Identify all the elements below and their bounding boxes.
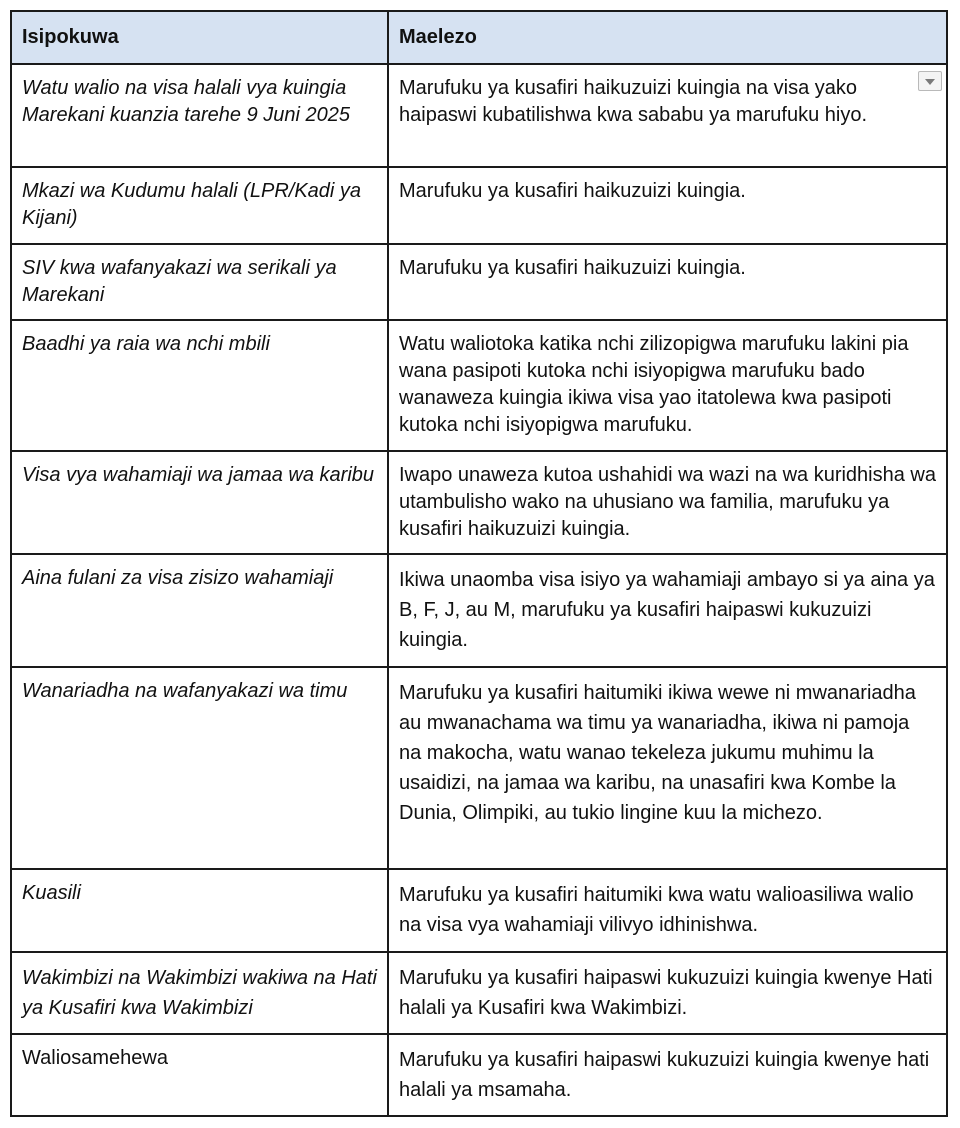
description-cell: Iwapo unaweza kutoa ushahidi wa wazi na wa kuridhisha wa utambulisho wako na uhusiano wa familia, marufuku ya kusafiri haikuzuizi kuingia. [388, 451, 947, 554]
table-row [11, 869, 947, 952]
description-cell: Marufuku ya kusafiri haitumiki ikiwa wewe ni mwanariadha au mwanachama wa timu ya wanariadha, ikiwa ni pamoja na makocha, watu wanao tekeleza jukumu muhimu la usaidizi, na jamaa wa karibu, na unasafiri kwa Kombe la Dunia, Olimpiki, au tukio lingine kuu la michezo. [388, 667, 947, 869]
description-text: Marufuku ya kusafiri haikuzuizi kuingia na visa yako haipaswi kubatilishwa kwa sababu ya marufuku hiyo. [399, 77, 868, 126]
column-header-exception: Isipokuwa [11, 11, 388, 64]
description-cell [388, 64, 947, 167]
description-cell: Marufuku ya kusafiri haipaswi kukuzuizi kuingia kwenye Hati halali ya Kusafiri kwa Wakimbizi. [388, 952, 947, 1034]
exception-cell: Wakimbizi na Wakimbizi wakiwa na Hati ya Kusafiri kwa Wakimbizi [11, 952, 388, 1034]
description-cell: Watu waliotoka katika nchi zilizopigwa marufuku lakini pia wana pasipoti kutoka nchi isiyopigwa marufuku bado wanaweza kuingia ikiwa visa yao itatolewa kwa pasipoti kutoka nchi isiyopigwa marufuku. [388, 320, 947, 451]
column-header-description: Maelezo [388, 11, 947, 64]
description-cell: Ikiwa unaomba visa isiyo ya wahamiaji ambayo si ya aina ya B, F, J, au M, marufuku ya kusafiri haipaswi kukuzuizi kuingia. [388, 554, 947, 667]
exception-cell: Wanariadha na wafanyakazi wa timu [11, 667, 388, 869]
table-header-row [11, 11, 947, 64]
description-cell: Marufuku ya kusafiri haipaswi kukuzuizi kuingia kwenye hati halali ya msamaha. [388, 1034, 947, 1116]
description-cell: Marufuku ya kusafiri haitumiki kwa watu walioasiliwa walio na visa vya wahamiaji vilivyo idhinishwa. [388, 869, 947, 952]
exception-cell: Kuasili [11, 869, 388, 952]
description-cell: Marufuku ya kusafiri haikuzuizi kuingia. [388, 244, 947, 320]
chevron-down-icon[interactable] [918, 71, 942, 91]
exceptions-table [10, 10, 948, 1117]
table-row [11, 320, 947, 451]
exception-cell: Aina fulani za visa zisizo wahamiaji [11, 554, 388, 667]
table-row [11, 952, 947, 1034]
exception-cell: SIV kwa wafanyakazi wa serikali ya Marekani [11, 244, 388, 320]
table-row [11, 167, 947, 244]
table-row [11, 667, 947, 869]
exception-cell: Visa vya wahamiaji wa jamaa wa karibu [11, 451, 388, 554]
table-row [11, 1034, 947, 1116]
description-cell: Marufuku ya kusafiri haikuzuizi kuingia. [388, 167, 947, 244]
table-row [11, 244, 947, 320]
exception-cell: Watu walio na visa halali vya kuingia Marekani kuanzia tarehe 9 Juni 2025 [11, 64, 388, 167]
table-row [11, 554, 947, 667]
table-row [11, 64, 947, 167]
exception-cell: Baadhi ya raia wa nchi mbili [11, 320, 388, 451]
exception-cell: Mkazi wa Kudumu halali (LPR/Kadi ya Kijani) [11, 167, 388, 244]
exception-cell: Waliosamehewa [11, 1034, 388, 1116]
table-row [11, 451, 947, 554]
